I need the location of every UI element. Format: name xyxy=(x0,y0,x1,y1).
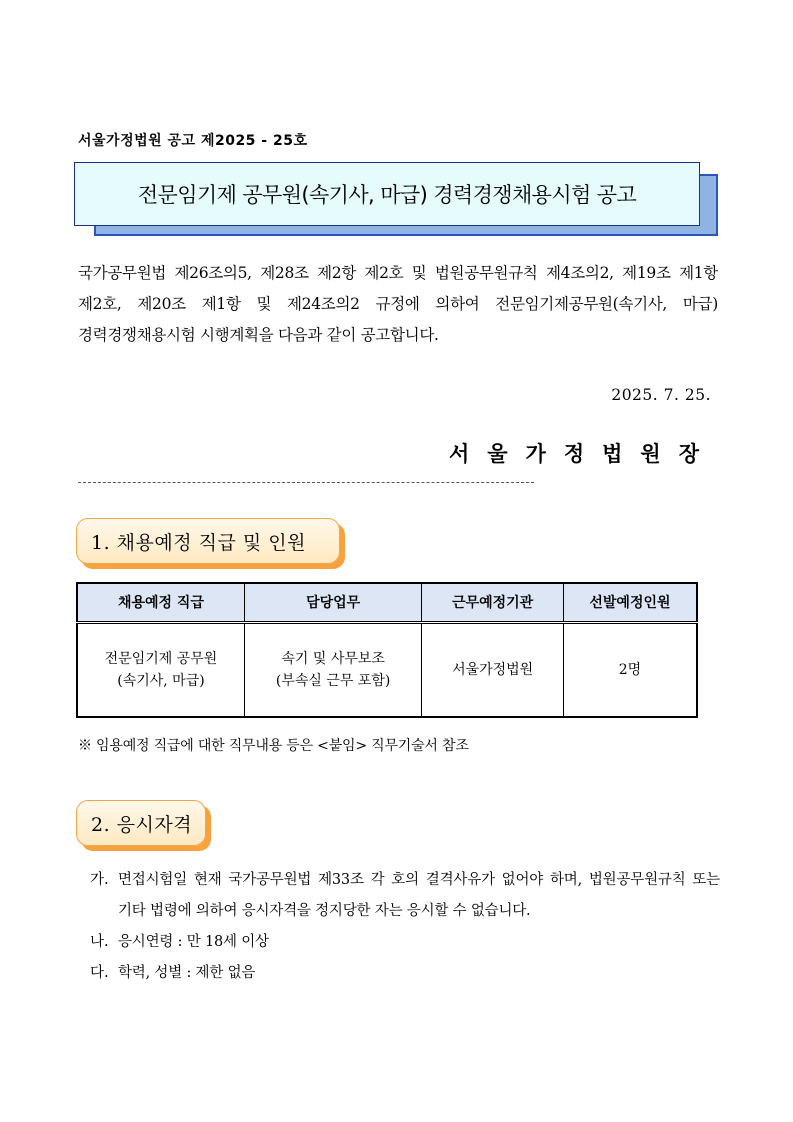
issuer-name: 서울가정법원장 xyxy=(448,442,717,466)
column-header: 채용예정 직급 xyxy=(77,583,244,622)
count-cell: 2명 xyxy=(563,622,697,717)
list-item-label: 가. xyxy=(90,872,109,888)
table-note: ※ 임용예정 직급에 대한 직무내용 등은 <붙임> 직무기술서 참조 xyxy=(78,738,469,754)
column-header: 선발예정인원 xyxy=(563,583,697,622)
section-2-heading: 2. 응시자격 xyxy=(76,800,206,846)
agency-cell: 서울가정법원 xyxy=(422,622,564,717)
list-item xyxy=(90,865,720,927)
notice-date: 2025. 7. 25. xyxy=(611,386,711,404)
column-header: 근무예정기관 xyxy=(422,583,564,622)
qualification-list xyxy=(90,865,720,989)
section-1-heading: 1. 채용예정 직급 및 인원 xyxy=(76,518,340,564)
list-item-text: 면접시험일 현재 국가공무원법 제33조 각 호의 결격사유가 없어야 하며, 법원공무원규칙 또는 기타 법령에 의하여 응시자격을 정지당한 자는 응시할 수 없습니다. xyxy=(118,872,720,919)
list-item-text: 응시연령 : 만 18세 이상 xyxy=(118,934,269,950)
recruitment-table xyxy=(76,582,698,718)
list-item xyxy=(90,927,720,958)
table-header-row xyxy=(77,583,697,622)
table-row xyxy=(77,622,697,717)
list-item xyxy=(90,958,720,989)
list-item-label: 다. xyxy=(90,965,109,981)
title-box xyxy=(74,162,700,226)
notice-number: 서울가정법원 공고 제2025 - 25호 xyxy=(78,133,308,149)
grade-cell: 전문임기제 공무원 (속기사, 마급) xyxy=(77,622,244,717)
column-header: 담당업무 xyxy=(244,583,421,622)
list-item-text: 학력, 성별 : 제한 없음 xyxy=(118,965,256,981)
divider xyxy=(78,482,534,483)
list-item-label: 나. xyxy=(90,934,109,950)
intro-paragraph: 국가공무원법 제26조의5, 제28조 제2항 제2호 및 법원공무원규칙 제4조의2, 제19조 제1항 제2호, 제20조 제1항 및 제24조의2 규정에 의하여 전문임기제공무원(속기사, 마급) 경력경쟁채용시험 시행계획을 다음과 같이 공고합니다. xyxy=(78,264,718,344)
page-title: 전문임기제 공무원(속기사, 마급) 경력경쟁채용시험 공고 xyxy=(137,183,637,207)
duty-cell: 속기 및 사무보조 (부속실 근무 포함) xyxy=(244,622,421,717)
